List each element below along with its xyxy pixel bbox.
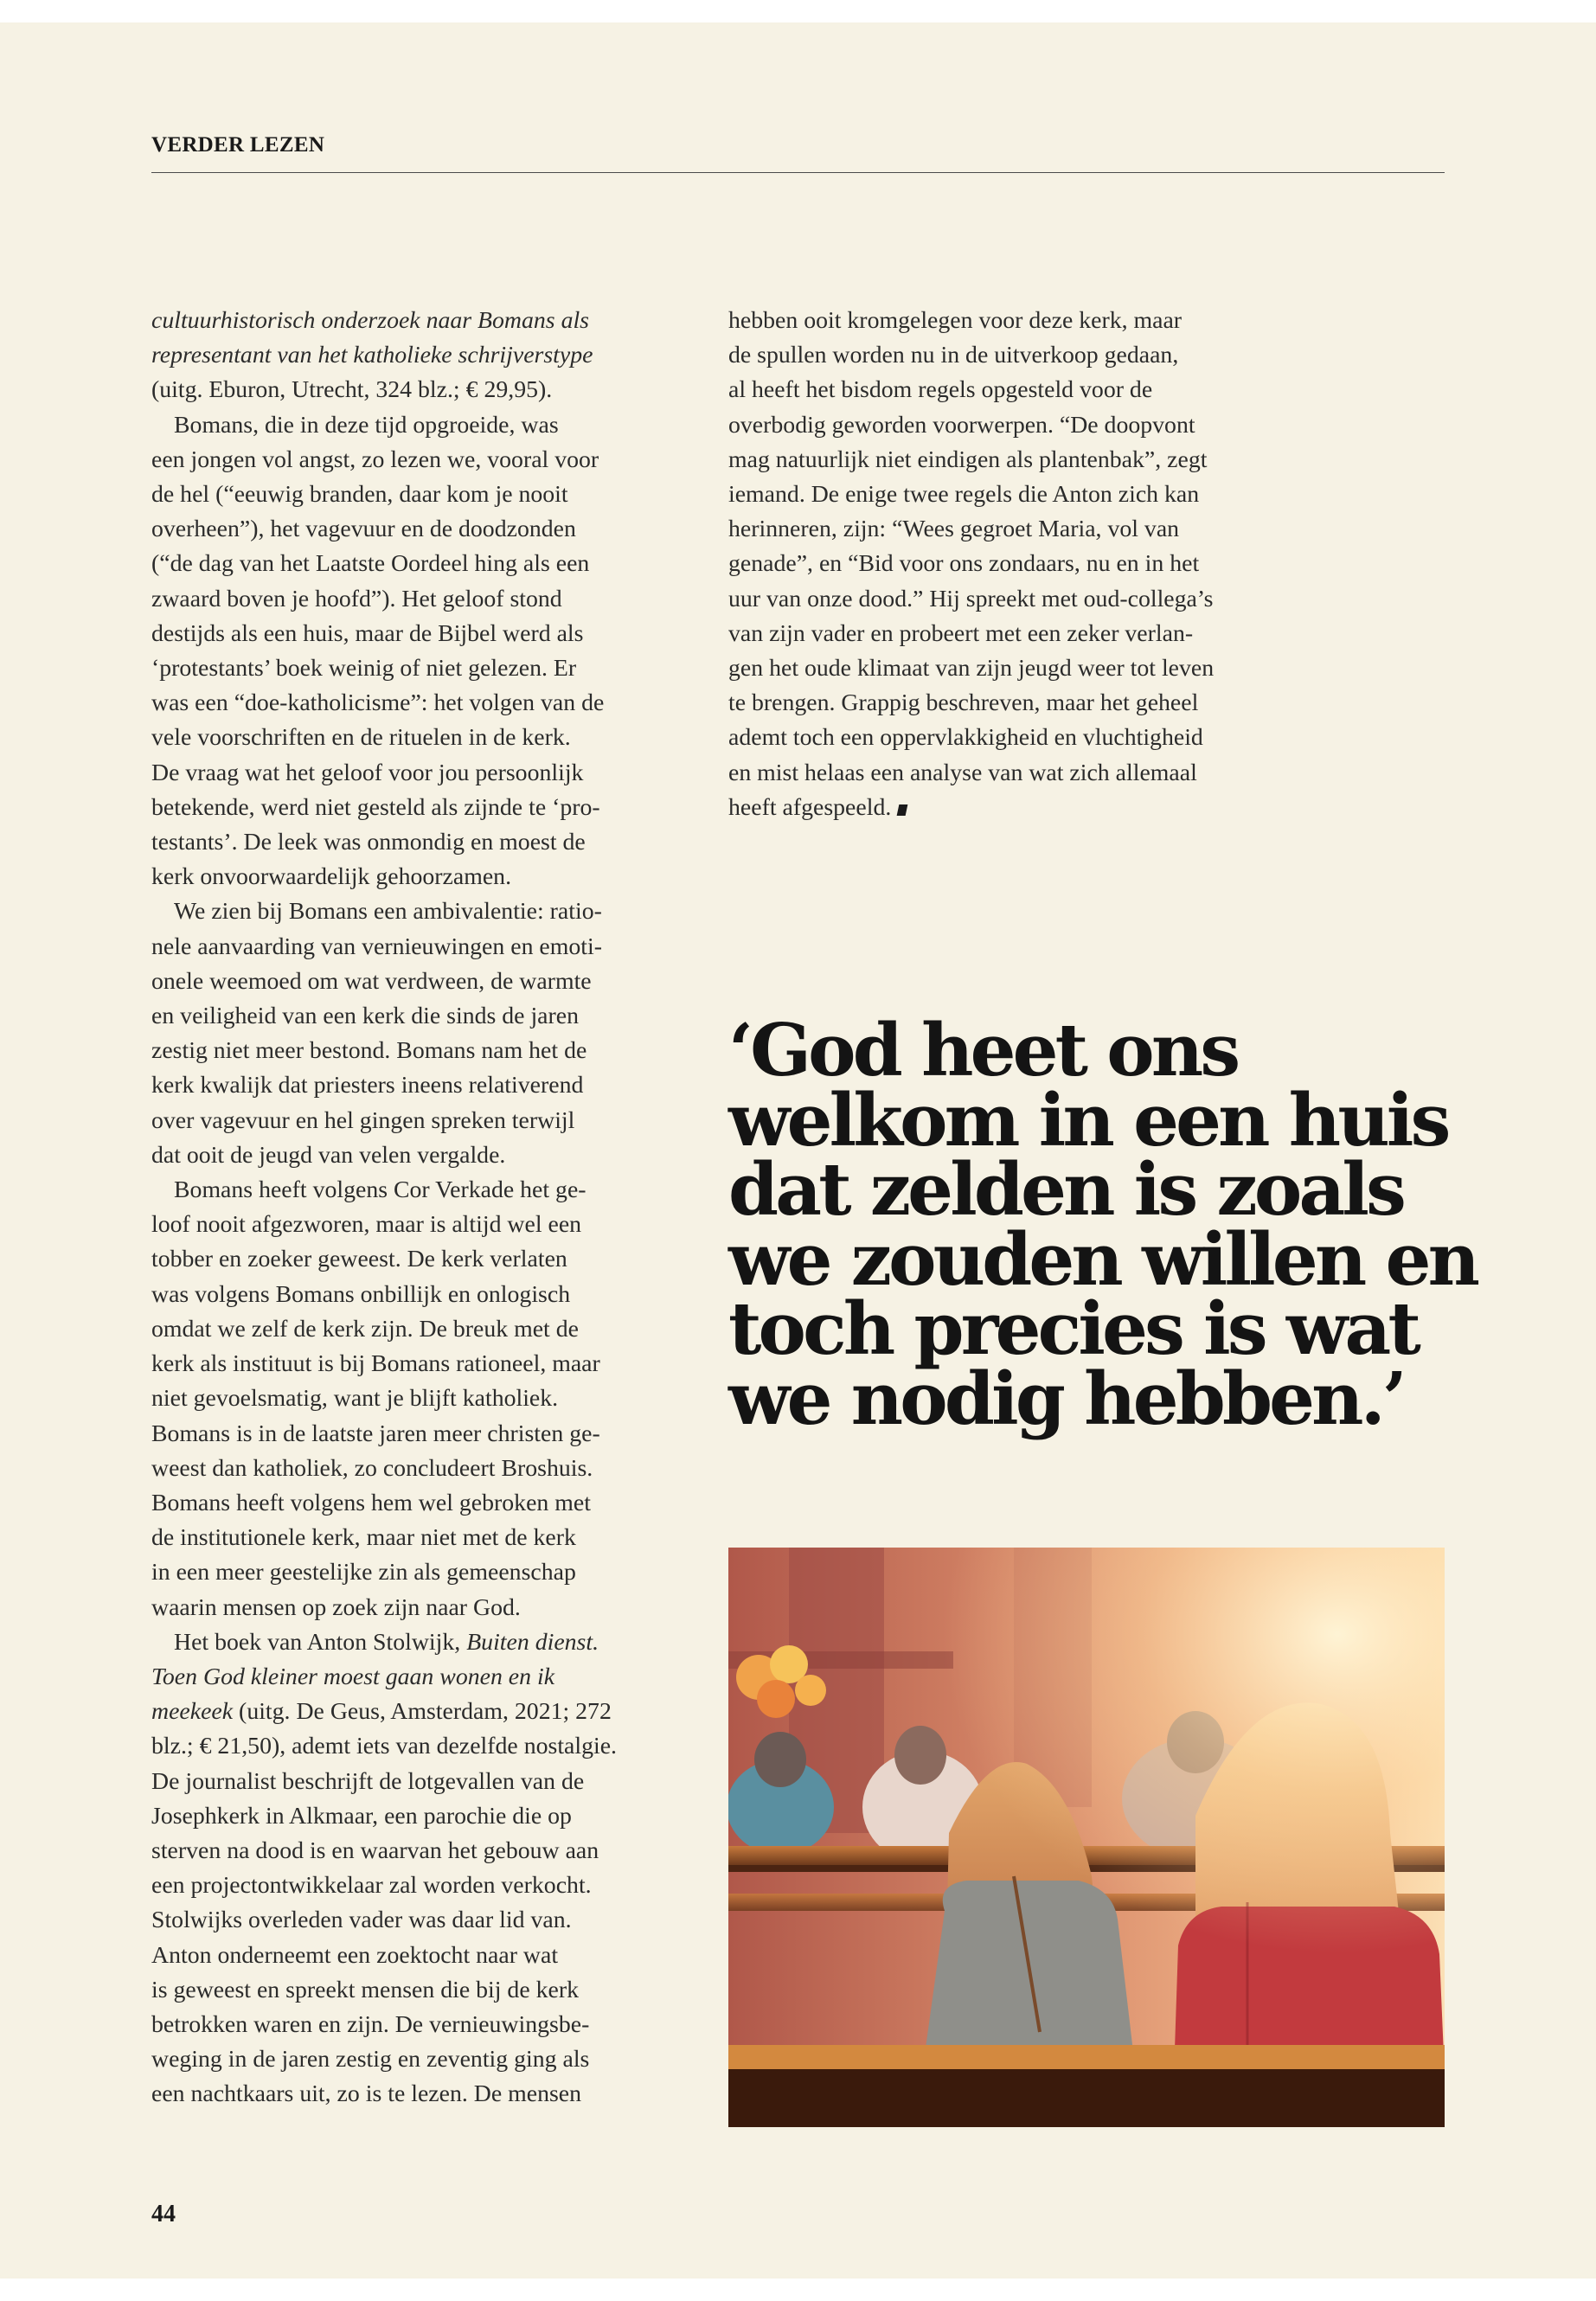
text-line-main: betekende, werd niet gesteld als zijnde te ‘pro-	[151, 793, 600, 821]
text-line	[151, 894, 636, 929]
text-line-main: nele aanvaarding van vernieuwingen en emoti-	[151, 933, 602, 960]
text-line-main: de hel (“eeuwig branden, daar kom je nooit	[151, 481, 568, 509]
text-line-main: (uitg. Eburon, Utrecht, 324 blz.; € 29,95).	[151, 376, 553, 404]
text-line	[151, 721, 636, 755]
text-line-main: van zijn vader en probeert met een zeker verlan-	[728, 619, 1194, 647]
text-line	[151, 1799, 636, 1834]
text-line	[151, 860, 636, 894]
text-line-main: was volgens Bomans onbillijk en onlogisch	[151, 1280, 571, 1308]
text-line	[151, 478, 636, 512]
text-line	[151, 1417, 636, 1452]
text-line-main: Josephkerk in Alkmaar, een parochie die op	[151, 1802, 572, 1830]
text-line	[728, 547, 1230, 581]
text-line	[151, 1695, 636, 1729]
text-line	[151, 1173, 636, 1208]
text-line-main: een jongen vol angst, zo lezen we, vooral voor	[151, 445, 599, 473]
text-line	[728, 582, 1230, 617]
text-line	[151, 999, 636, 1034]
text-line	[151, 1903, 636, 1938]
text-line	[151, 1104, 636, 1138]
pull-quote-line: welkom in een huis	[728, 1077, 1448, 1163]
text-line	[151, 965, 636, 999]
text-line	[728, 686, 1230, 721]
text-line-main: over vagevuur en hel gingen spreken terwijl	[151, 1106, 575, 1134]
text-line	[151, 1347, 636, 1381]
text-line-main: sterven na dood is en waarvan het gebouw aan	[151, 1836, 599, 1864]
text-line	[151, 1729, 636, 1764]
text-line-main: iemand. De enige twee regels die Anton zich kan	[728, 481, 1200, 509]
text-line-main: onele weemoed om wat verdween, de warmte	[151, 967, 592, 995]
text-line	[151, 2008, 636, 2042]
text-line	[151, 651, 636, 686]
text-line	[151, 756, 636, 791]
pull-quote	[728, 1008, 1477, 1441]
text-line-main: tobber en zoeker geweest. De kerk verlaten	[151, 1246, 567, 1273]
text-line-main: ademt toch een oppervlakkigheid en vluchtigheid	[728, 724, 1203, 752]
text-line-main: vele voorschriften en de rituelen in de kerk.	[151, 724, 571, 752]
text-line-main: overheen”), het vagevuur en de doodzonden	[151, 516, 576, 543]
pull-quote-line: ‘God heet ons	[728, 1008, 1238, 1093]
text-line-main: dat ooit de jeugd van velen vergalde.	[151, 1141, 506, 1169]
text-line	[151, 338, 636, 373]
text-line-main: waarin mensen op zoek zijn naar God.	[151, 1593, 521, 1621]
text-line	[728, 651, 1230, 686]
text-line	[151, 825, 636, 860]
text-line-italic-tail: Buiten dienst.	[466, 1628, 599, 1656]
text-line-main: was een “doe-katholicisme”: het volgen van de	[151, 689, 605, 717]
text-line	[151, 443, 636, 478]
right-text-column	[728, 304, 1230, 825]
text-line	[151, 1486, 636, 1521]
text-line-main: kerk kwalijk dat priesters ineens relativerend	[151, 1072, 584, 1099]
text-line-main: meekeek	[151, 1698, 234, 1726]
text-line-main: gen het oude klimaat van zijn jeugd weer tot leven	[728, 655, 1215, 683]
text-line	[151, 512, 636, 547]
text-line-main: herinneren, zijn: “Wees gegroet Maria, vol van	[728, 516, 1180, 543]
text-line-main: Bomans is in de laatste jaren meer christen ge-	[151, 1420, 600, 1447]
text-line-main: uur van onze dood.” Hij spreekt met oud-collega’s	[728, 585, 1214, 612]
text-line	[151, 617, 636, 651]
text-line	[151, 1834, 636, 1868]
section-label: VERDER LEZEN	[151, 133, 325, 157]
text-line	[728, 408, 1230, 443]
text-line-main: Anton onderneemt een zoektocht naar wat	[151, 1941, 559, 1969]
text-line	[151, 2042, 636, 2077]
header-rule	[151, 172, 1445, 173]
text-line	[151, 1138, 636, 1173]
text-line-main: Bomans heeft volgens hem wel gebroken met	[151, 1489, 591, 1516]
text-line-main: Stolwijks overleden vader was daar lid van.	[151, 1907, 572, 1934]
text-line-roman-tail: (uitg. De Geus, Amsterdam, 2021; 272	[233, 1698, 612, 1726]
text-line	[151, 304, 636, 338]
text-line	[151, 1034, 636, 1068]
church-pews-photo	[728, 1548, 1445, 2127]
text-line	[151, 408, 636, 443]
text-line	[151, 1242, 636, 1277]
text-line	[151, 2077, 636, 2112]
text-line-main: Bomans, die in deze tijd opgroeide, was	[174, 411, 559, 439]
text-line-main: Toen God kleiner moest gaan wonen en ik	[151, 1663, 555, 1690]
text-line	[151, 930, 636, 965]
text-line-main: weging in de jaren zestig en zeventig ging als	[151, 2046, 590, 2073]
text-line-main: destijds als een huis, maar de Bijbel werd als	[151, 619, 584, 647]
text-line	[728, 791, 1230, 825]
text-line-main: kerk onvoorwaardelijk gehoorzamen.	[151, 863, 512, 891]
text-line	[151, 686, 636, 721]
page-number: 44	[151, 2201, 176, 2227]
text-line	[151, 1208, 636, 1242]
text-line	[151, 791, 636, 825]
text-line-main: De vraag wat het geloof voor jou persoonlijk	[151, 759, 584, 786]
text-line	[151, 1660, 636, 1695]
text-line-main: loof nooit afgezworen, maar is altijd wel een	[151, 1211, 582, 1239]
text-line-main: betrokken waren en zijn. De vernieuwingsbe-	[151, 2010, 590, 2038]
pull-quote-line: we zouden willen en	[728, 1216, 1477, 1302]
text-line-main: te brengen. Grappig beschreven, maar het geheel	[728, 689, 1199, 717]
text-line-main: hebben ooit kromgelegen voor deze kerk, maar	[728, 307, 1183, 334]
text-line	[151, 582, 636, 617]
text-line	[728, 756, 1230, 791]
text-line-main: Bomans heeft volgens Cor Verkade het ge-	[174, 1176, 586, 1204]
text-line	[151, 1278, 636, 1312]
text-line-main: in een meer geestelijke zin als gemeenschap	[151, 1559, 576, 1586]
text-line-main: mag natuurlijk niet eindigen als plantenbak”, zegt	[728, 445, 1208, 473]
text-line-main: is geweest en spreekt mensen die bij de kerk	[151, 1976, 580, 2003]
text-line-main: en mist helaas een analyse van wat zich allemaal	[728, 759, 1197, 786]
text-line	[151, 1868, 636, 1903]
text-line-main: al heeft het bisdom regels opgesteld voor de	[728, 376, 1153, 404]
text-line-main: niet gevoelsmatig, want je blijft katholiek.	[151, 1385, 559, 1413]
text-line-main: Het boek van Anton Stolwijk,	[174, 1628, 467, 1656]
text-line-main: een projectontwikkelaar zal worden verkocht.	[151, 1872, 592, 1900]
pull-quote-line: dat zelden is zoals	[728, 1147, 1404, 1233]
text-line	[151, 1555, 636, 1590]
text-line-main: testants’. De leek was onmondig en moest de	[151, 829, 586, 856]
text-line	[151, 1625, 636, 1660]
pull-quote-line: we nodig hebben.’	[728, 1356, 1404, 1441]
text-line	[151, 1591, 636, 1625]
text-line	[728, 617, 1230, 651]
text-line	[151, 1521, 636, 1555]
text-line-main: We zien bij Bomans een ambivalentie: ratio-	[174, 898, 602, 926]
text-line-main: representant van het katholieke schrijverstype	[151, 342, 593, 369]
text-line-main: zwaard boven je hoofd”). Het geloof stond	[151, 585, 562, 612]
text-line	[151, 1973, 636, 2008]
text-line	[728, 478, 1230, 512]
text-line-main: zestig niet meer bestond. Bomans nam het de	[151, 1037, 587, 1065]
text-line	[151, 1381, 636, 1416]
text-line-main: een nachtkaars uit, zo is te lezen. De mensen	[151, 2080, 582, 2108]
text-line-main: (“de dag van het Laatste Oordeel hing als een	[151, 550, 590, 578]
text-line-main: de spullen worden nu in de uitverkoop gedaan,	[728, 342, 1179, 369]
text-line	[151, 1765, 636, 1799]
text-line-main: omdat we zelf de kerk zijn. De breuk met de	[151, 1315, 579, 1343]
text-line-main: heeft afgespeeld.	[728, 793, 892, 821]
text-line	[728, 338, 1230, 373]
text-line	[728, 443, 1230, 478]
left-text-column	[151, 304, 636, 2112]
text-line	[151, 1068, 636, 1103]
text-line-main: kerk als instituut is bij Bomans rationeel, maar	[151, 1350, 600, 1378]
text-line	[151, 1312, 636, 1347]
text-line	[728, 373, 1230, 407]
text-line	[151, 373, 636, 407]
article-end-mark	[897, 804, 908, 816]
text-line-main: blz.; € 21,50), ademt iets van dezelfde nostalgie.	[151, 1733, 618, 1760]
pull-quote-line: toch precies is wat	[728, 1286, 1419, 1372]
text-line-main: ‘protestants’ boek weinig of niet gelezen. Er	[151, 655, 577, 683]
text-line	[728, 512, 1230, 547]
text-line	[728, 304, 1230, 338]
text-line	[151, 1939, 636, 1973]
text-line-main: overbodig geworden voorwerpen. “De doopvont	[728, 411, 1195, 439]
text-line	[151, 1452, 636, 1486]
text-line-main: De journalist beschrijft de lotgevallen van de	[151, 1767, 585, 1795]
text-line-main: cultuurhistorisch onderzoek naar Bomans als	[151, 307, 590, 334]
text-line-main: genade”, en “Bid voor ons zondaars, nu en in het	[728, 550, 1200, 578]
magazine-page	[0, 22, 1596, 2279]
text-line	[728, 721, 1230, 755]
text-line	[151, 547, 636, 581]
text-line-main: en veiligheid van een kerk die sinds de jaren	[151, 1003, 579, 1030]
text-line-main: weest dan katholiek, zo concludeert Broshuis.	[151, 1454, 593, 1482]
text-line-main: de institutionele kerk, maar niet met de kerk	[151, 1524, 576, 1552]
